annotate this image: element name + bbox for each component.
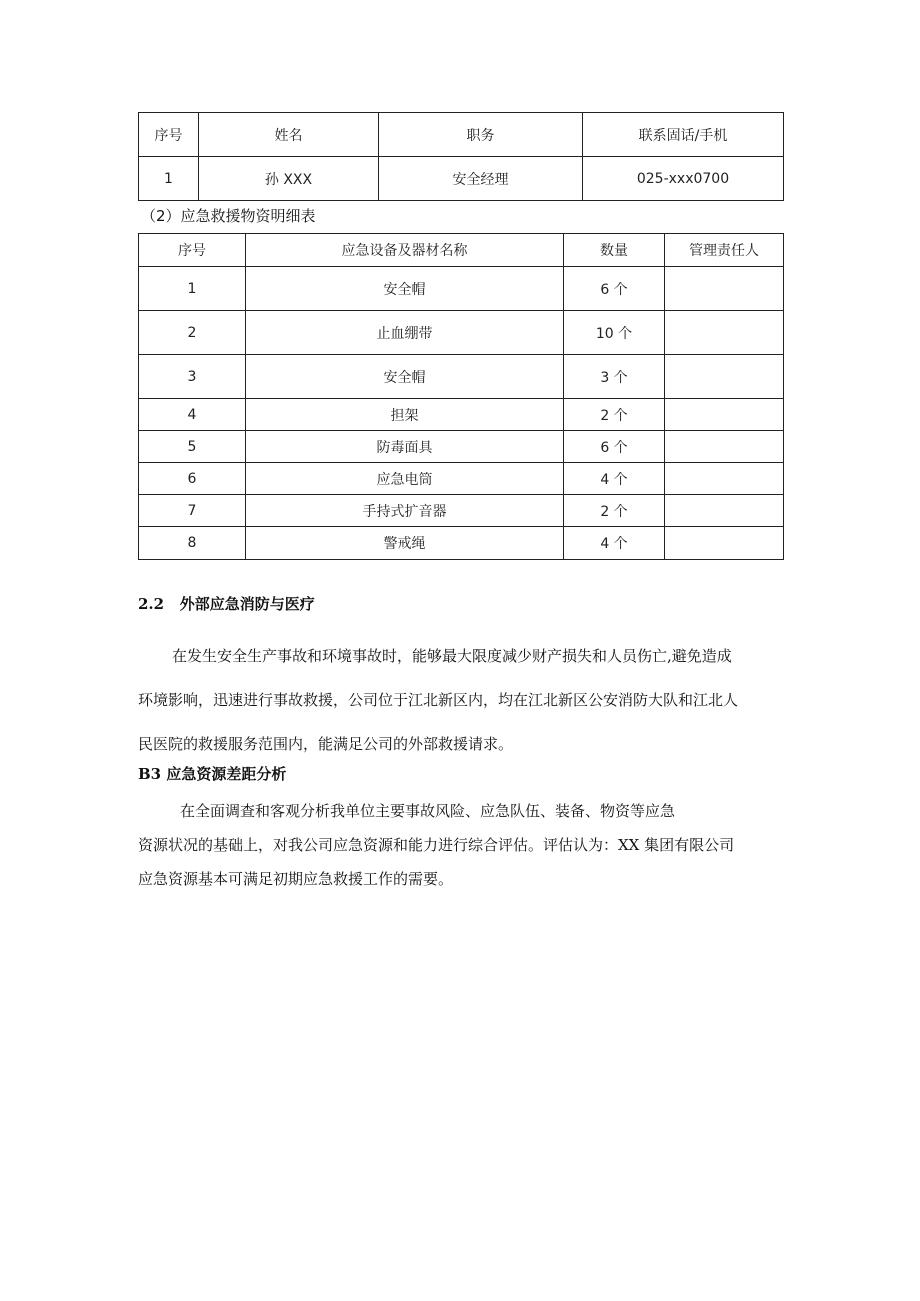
- table-cell: 手持式扩音器: [246, 495, 564, 527]
- paragraph-line: 民医院的救援服务范围内，能满足公司的外部救援请求。: [138, 735, 514, 753]
- paragraph-line: 资源状况的基础上，对我公司应急资源和能力进行综合评估。评估认为：XX 集团有限公司: [138, 836, 735, 854]
- contact-table: [138, 112, 784, 201]
- table-cell: [665, 431, 784, 463]
- table-cell: 止血绷带: [246, 311, 564, 355]
- table-cell: 3: [139, 355, 246, 399]
- table-row: [139, 267, 784, 311]
- table-cell: 5: [139, 431, 246, 463]
- supplies-caption: （2）应急救援物资明细表: [141, 207, 316, 225]
- table-cell: [665, 267, 784, 311]
- paragraph-external: [138, 634, 818, 766]
- header-cell: 序号: [139, 234, 246, 267]
- paragraph-line: 在全面调查和客观分析我单位主要事故风险、应急队伍、装备、物资等应急: [180, 802, 676, 820]
- section-heading-b3: B3 应急资源差距分析: [138, 765, 287, 783]
- table-cell: 担架: [246, 399, 564, 431]
- table-cell: 6 个: [564, 267, 665, 311]
- table-cell: 8: [139, 527, 246, 560]
- table-row: [139, 463, 784, 495]
- header-cell: 序号: [139, 113, 199, 157]
- table-row: [139, 355, 784, 399]
- table-cell: 1: [139, 267, 246, 311]
- paragraph-line: 在发生安全生产事故和环境事故时，能够最大限度减少财产损失和人员伤亡,避免造成: [172, 647, 732, 665]
- table-header-row: [139, 234, 784, 267]
- table-cell: 安全帽: [246, 355, 564, 399]
- header-cell: 数量: [564, 234, 665, 267]
- table-row: [139, 311, 784, 355]
- table-cell: 2 个: [564, 495, 665, 527]
- table-cell: [665, 311, 784, 355]
- table-cell: 025-xxx0700: [583, 157, 784, 201]
- table-row: [139, 399, 784, 431]
- table-row: [139, 527, 784, 560]
- table-cell: [665, 463, 784, 495]
- header-cell: 职务: [379, 113, 583, 157]
- header-cell: 管理责任人: [665, 234, 784, 267]
- table-cell: [665, 399, 784, 431]
- table-cell: 孙 XXX: [199, 157, 379, 201]
- table-cell: [665, 355, 784, 399]
- table-cell: 安全经理: [379, 157, 583, 201]
- table-cell: 7: [139, 495, 246, 527]
- table-cell: 应急电筒: [246, 463, 564, 495]
- table-cell: 6 个: [564, 431, 665, 463]
- table-cell: 安全帽: [246, 267, 564, 311]
- table-row: [139, 157, 784, 201]
- table-cell: [665, 495, 784, 527]
- table-cell: 2 个: [564, 399, 665, 431]
- table-cell: 2: [139, 311, 246, 355]
- table-cell: 4 个: [564, 463, 665, 495]
- paragraph-line: 环境影响，迅速进行事故救援，公司位于江北新区内，均在江北新区公安消防大队和江北人: [138, 691, 739, 709]
- table-cell: [665, 527, 784, 560]
- section-heading-external: 2.2 外部应急消防与医疗: [138, 595, 315, 613]
- header-cell: 姓名: [199, 113, 379, 157]
- table-row: [139, 495, 784, 527]
- table-cell: 4: [139, 399, 246, 431]
- table-cell: 防毒面具: [246, 431, 564, 463]
- table-cell: 4 个: [564, 527, 665, 560]
- table-cell: 警戒绳: [246, 527, 564, 560]
- paragraph-b3: [138, 794, 818, 896]
- header-cell: 联系固话/手机: [583, 113, 784, 157]
- table-cell: 3 个: [564, 355, 665, 399]
- header-cell: 应急设备及器材名称: [246, 234, 564, 267]
- table-cell: 1: [139, 157, 199, 201]
- supplies-table: [138, 233, 784, 560]
- table-header-row: [139, 113, 784, 157]
- paragraph-line: 应急资源基本可满足初期应急救援工作的需要。: [138, 870, 454, 888]
- table-cell: 10 个: [564, 311, 665, 355]
- table-row: [139, 431, 784, 463]
- table-cell: 6: [139, 463, 246, 495]
